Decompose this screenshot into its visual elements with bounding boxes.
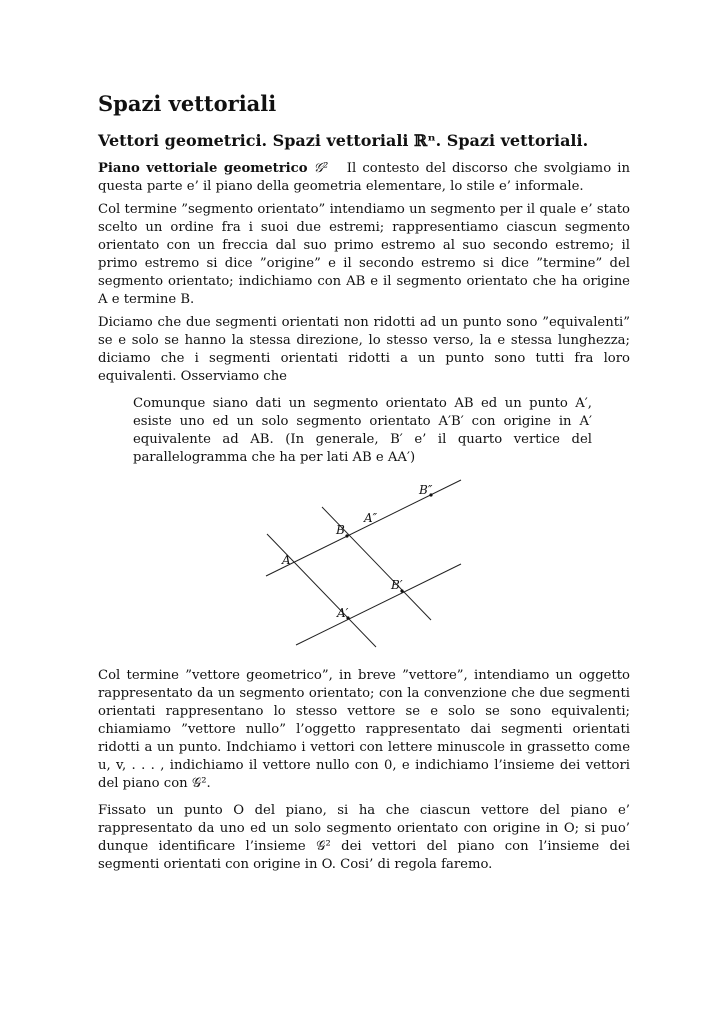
paragraph-fissato: Fissato un punto O del piano, si ha che ciascun vettore del piano e’ rappresentato da uno ed un solo segmento orientato con origine in O; si puo’ dunque identificare l’insieme 𝒢² dei vettori del piano con l’insieme dei segmenti orientati con origine in O. Cosi’ di regola faremo. [98,803,630,872]
paragraph-vettore: Col termine ”vettore geometrico”, in breve ”vettore”, intendiamo un oggetto rappresentato da un segmento orientato; con la convenzione che due segmenti orientati rappresentano lo stesso vettore se e solo se sono equivalenti; chiamiamo ”vettore nullo” l’oggetto rappresentato dai segmenti orientati ridotti a un punto. Indchiamo i vettori con lettere minuscole in grassetto come u, v, . . . , indichiamo il vettore nullo con 0, e indichiamo l’insieme dei vettori del piano con 𝒢². [98,668,630,791]
page-content-after-figure [98,667,630,879]
line-lower [296,564,461,645]
label-b-double-prime: B″ [419,483,433,497]
chapter-title: Spazi vettoriali [98,91,277,116]
runin-symbol: 𝒢² [313,161,329,176]
label-a: A [282,553,291,567]
parallelogram-diagram [258,478,470,652]
runin-heading: Piano vettoriale geometrico [98,161,308,176]
label-a-double-prime: A″ [364,511,378,525]
label-a-prime: A′ [337,606,349,620]
paragraph-piano [98,160,630,196]
label-b-prime: B′ [391,578,403,592]
quoted-statement-text: Comunque siano dati un segmento orientato AB ed un punto A′, esiste uno ed un solo segmento orientato A′B′ con origine in A′ equivalente ad AB. (In generale, B′ e’ il quarto vertice del parallelogramma che ha per lati AB e AA′) [133,396,592,465]
page-content [98,90,630,467]
quoted-statement [133,395,592,467]
line-transversal-a [267,534,376,647]
paragraph-piano-text: Il contesto del discorso che svolgiamo in questa parte e’ il piano della geometria elementare, lo stile e’ informale. [98,161,630,194]
label-b: B [336,523,345,537]
paragraph-equivalenti: Diciamo che due segmenti orientati non ridotti ad un punto sono ”equivalenti” se e solo se hanno la stessa direzione, lo stesso verso, la e stessa lunghezza; diciamo che i segmenti orientati ridotti a un punto sono tutti fra loro equivalenti. Osserviamo che [98,315,630,384]
paragraph-segmento: Col termine ”segmento orientato” intendiamo un segmento per il quale e’ stato scelto un ordine fra i suoi due estremi; rappresentiamo ciascun segmento orientato con un freccia dal suo primo estremo al suo secondo estremo; il primo estremo si dice ”origine” e il secondo estremo si dice ”termine” del segmento orientato; indichiamo con AB e il segmento orientato che ha origine A e termine B. [98,202,630,307]
section-title: Vettori geometrici. Spazi vettoriali ℝⁿ. Spazi vettoriali. [98,131,589,150]
parallelogram-figure [258,478,470,652]
point-b [345,534,348,537]
